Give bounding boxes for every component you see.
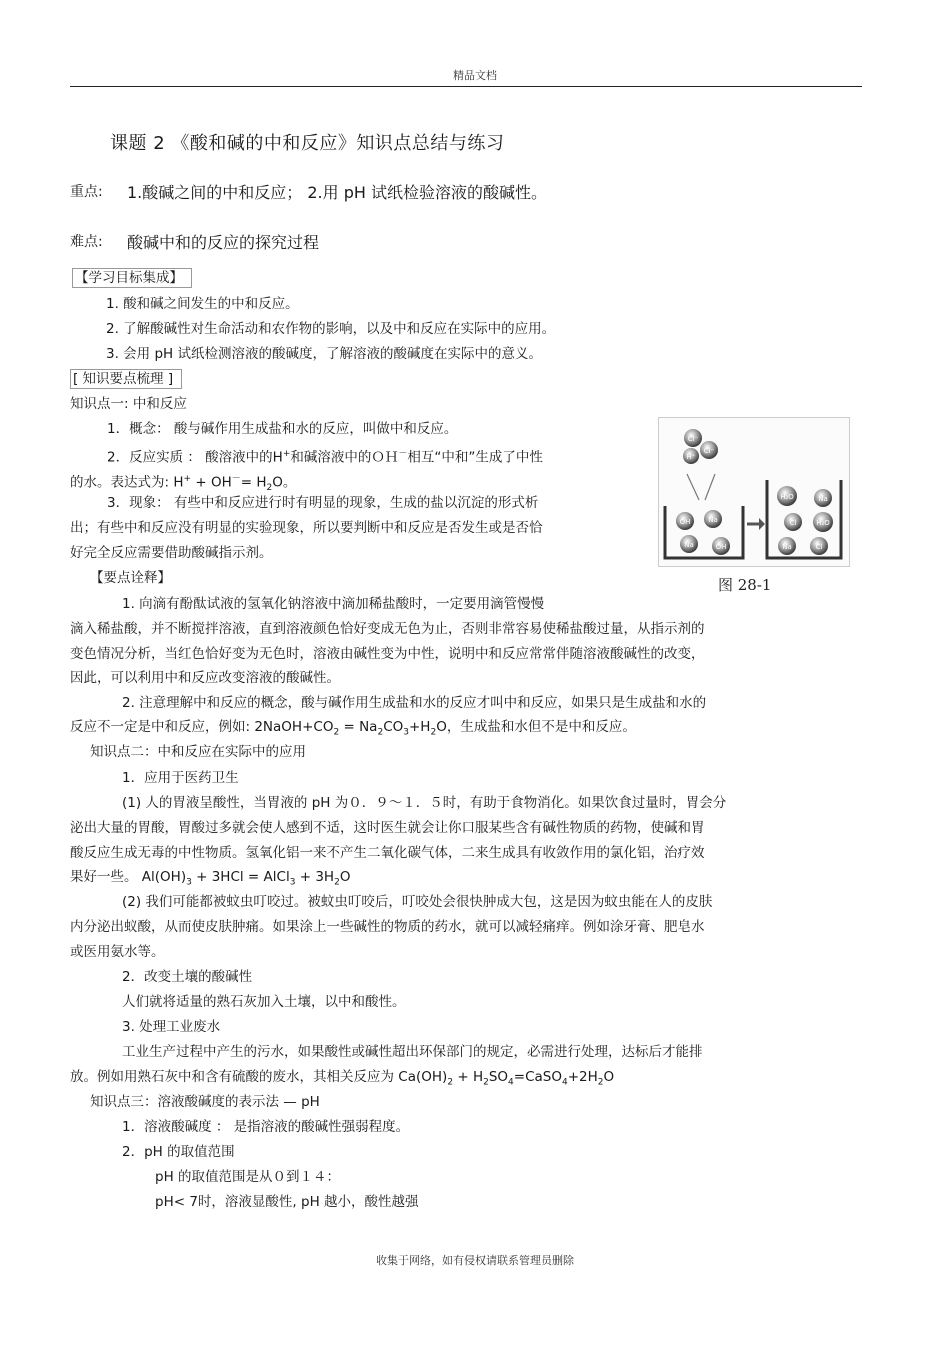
page-header: 精品文档	[453, 69, 497, 82]
left-beaker-ions	[676, 510, 730, 555]
svg-text:Cl: Cl	[815, 543, 823, 551]
k2-3-line: 工业生产过程中产生的污水，如果酸性或碱性超出环保部门的规定，必需进行处理，达标后才能排	[122, 1044, 703, 1060]
svg-text:Cl: Cl	[789, 519, 797, 527]
top-ions	[683, 429, 718, 464]
header-rule	[70, 86, 862, 87]
k2-1b-line: 或医用氨水等。	[70, 944, 165, 960]
svg-text:H₂O: H₂O	[816, 519, 830, 527]
k1-title: 知识点一: 中和反应	[70, 396, 187, 412]
page-title: 课题 2 《酸和碱的中和反应》知识点总结与练习	[110, 133, 505, 154]
note1-line: 滴入稀盐酸，并不断搅拌溶液，直到溶液颜色恰好变成无色为止，否则非常容易使稀盐酸过量，从指示剂的	[70, 621, 705, 637]
ion-top-0-label: Cl⁻	[687, 435, 699, 443]
goal-item: 3. 会用 pH 试纸检测溶液的酸碱度，了解溶液的酸碱度在实际中的意义。	[106, 346, 542, 362]
k2-1a-line: 酸反应生成无毒的中性物质。氢氧化铝一来不产生二氧化碳气体，二来生成具有收敛作用的氯化铝，治疗效	[70, 845, 705, 861]
k2-2-text: 人们就将适量的熟石灰加入土壤，以中和酸性。	[122, 994, 406, 1010]
k2-1a-line: 果好一些。 $Al(OH)_3 + 3HCl$ = AlCl$_3$ + $3H_2O$	[70, 869, 351, 888]
note2-line: 2. 注意理解中和反应的概念，酸与碱作用生成盐和水的反应才叫中和反应，如果只是生成盐和水的	[122, 695, 707, 711]
k2-subtitle: 3. 处理工业废水	[122, 1019, 221, 1035]
svg-text:H₂O: H₂O	[780, 493, 794, 501]
k2-subtitle: 2．改变土壤的酸碱性	[122, 969, 253, 985]
notes-title: 【要点诠释】	[90, 570, 171, 586]
k1-essence: 2．反应实质 ： 酸溶液中的H+和碱溶液中的ＯＨ－相互“中和”生成了中性	[107, 449, 543, 466]
k1-phenomenon: 好完全反应需要借助酸碱指示剂。	[70, 545, 273, 561]
neutralization-figure	[658, 417, 850, 567]
k3-item: pH< 7时，溶液显酸性, pH 越小，酸性越强	[155, 1194, 419, 1210]
k2-1b-line: 内分泌出蚁酸，从而使皮肤肿痛。如果涂上一些碱性的物质的药水，就可以减轻痛痒。例如涂牙膏、肥皂水	[70, 919, 705, 935]
k2-subtitle: 1．应用于医药卫生	[122, 770, 239, 786]
right-beaker-ions	[777, 486, 833, 555]
page-footer: 收集于网络，如有侵权请联系管理员删除	[376, 1254, 574, 1267]
difficulty-label: 难点:	[70, 234, 103, 250]
key-text: 1.酸碱之间的中和反应； 2.用 pH 试纸检验溶液的酸碱性。	[127, 183, 547, 202]
k3-item: 2．pH 的取值范围	[122, 1144, 235, 1160]
k2-3-line: 放。例如用熟石灰中和含有硫酸的废水，其相关反应为 $Ca(OH)_2$ + $H_2SO_4=CaSO_4+2H_2O$	[70, 1069, 615, 1088]
svg-text:Na: Na	[684, 541, 694, 549]
k1-expression: 的水。表达式为: $H^+ + OH^-= H_2O$。	[70, 474, 297, 494]
k1-concept: 1．概念： 酸与碱作用生成盐和水的反应，叫做中和反应。	[107, 421, 458, 437]
k2-title: 知识点二：中和反应在实际中的应用	[90, 744, 306, 760]
k1-phenomenon: 3．现象： 有些中和反应进行时有明显的现象，生成的盐以沉淀的形式析	[107, 495, 539, 511]
k2-1b-line: (2) 我们可能都被蚊虫叮咬过。被蚊虫叮咬后，叮咬处会很快肿成大包，这是因为蚊虫能在人的皮肤	[122, 894, 713, 910]
svg-text:OH: OH	[679, 518, 691, 526]
k3-title: 知识点三：溶液酸碱度的表示法 — pH	[90, 1094, 320, 1110]
ion-top-1-label: H⁺	[686, 453, 696, 461]
k3-item: 1．溶液酸碱度 ： 是指溶液的酸碱性强弱程度。	[122, 1119, 410, 1135]
k2-1a-line: (1) 人的胃液呈酸性，当胃液的 pH 为０．９～１．５时，有助于食物消化。如果饮食过量时，胃会分	[122, 795, 727, 811]
note1-line: 1. 向滴有酚酞试液的氢氧化钠溶液中滴加稀盐酸时，一定要用滴管慢慢	[122, 596, 545, 612]
k3-item: pH 的取值范围是从０到１４：	[155, 1169, 341, 1185]
svg-text:Na: Na	[782, 543, 792, 551]
svg-text:Na: Na	[818, 495, 828, 503]
note2-line: 反应不一定是中和反应，例如: $2NaOH+CO_2 = Na_2CO_3+H_2O$，生成盐和水但不是中和反应。	[70, 719, 636, 738]
ion-top-2-label: Cl⁻	[703, 447, 715, 455]
goals-heading-box: 【学习目标集成】	[72, 268, 192, 288]
goal-item: 2. 了解酸碱性对生命活动和农作物的影响，以及中和反应在实际中的应用。	[106, 321, 556, 337]
svg-text:OH: OH	[715, 543, 727, 551]
neutralization-diagram	[659, 418, 849, 566]
figure-caption: 图 28-1	[718, 576, 772, 594]
goal-item: 1. 酸和碱之间发生的中和反应。	[106, 296, 299, 312]
k2-1a-line: 泌出大量的胃酸，胃酸过多就会使人感到不适，这时医生就会让你口服某些含有碱性物质的药物，使碱和胃	[70, 820, 705, 836]
k1-phenomenon: 出；有些中和反应没有明显的实验现象，所以要判断中和反应是否发生或是否恰	[70, 520, 543, 536]
note1-line: 变色情况分析，当红色恰好变为无色时，溶液由碱性变为中性，说明中和反应常常伴随溶液酸碱性的改变，	[70, 646, 705, 662]
key-label: 重点:	[70, 184, 103, 200]
difficulty-text: 酸碱中和的反应的探究过程	[127, 233, 320, 252]
svg-text:Na: Na	[708, 516, 718, 524]
note1-line: 因此，可以利用中和反应改变溶液的酸碱性。	[70, 670, 340, 686]
points-heading-box: [ 知识要点梳理 ]	[70, 369, 182, 389]
